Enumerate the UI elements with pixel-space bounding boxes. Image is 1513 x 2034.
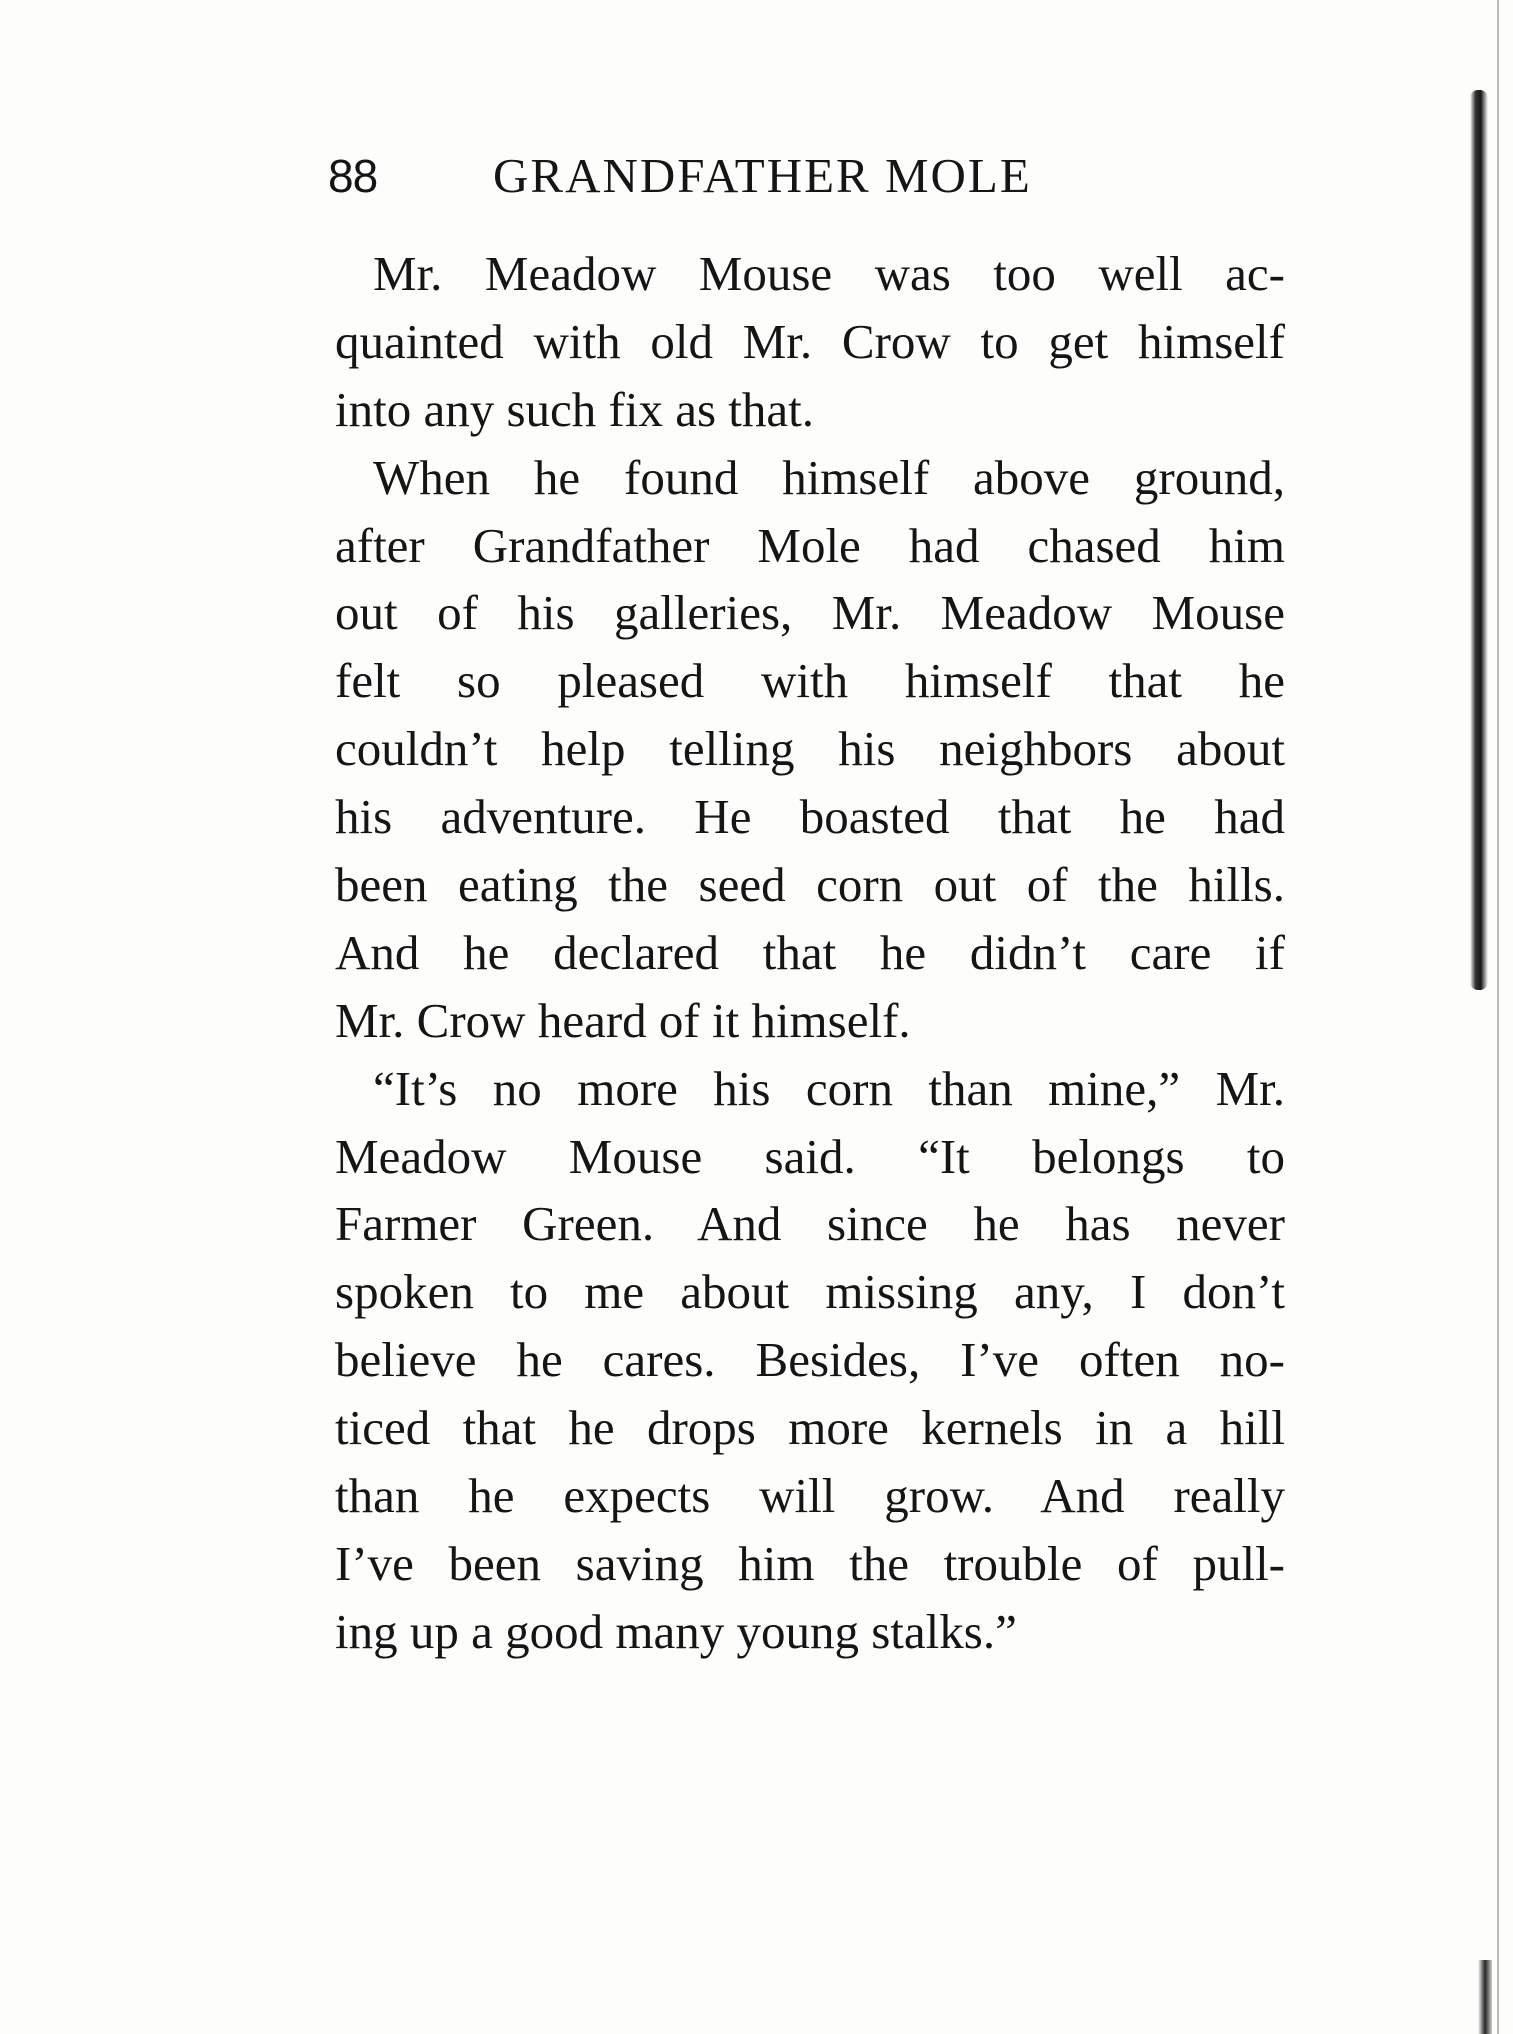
binding-shadow-lower: [1478, 1960, 1492, 2034]
paragraph-2: [335, 444, 1285, 1055]
text-line: Mr. Meadow Mouse was too well ac-: [373, 246, 1285, 301]
text-line: When he found himself above ground,: [373, 449, 1285, 505]
text-line: than he expects will grow. And really: [335, 1468, 1285, 1524]
paragraph-1: [335, 240, 1285, 444]
text-line: “It’s no more his corn than mine,” Mr.: [373, 1060, 1285, 1116]
text-line: ing up a good many young stalks.”: [335, 1603, 1017, 1659]
text-line: felt so pleased with himself that he: [335, 653, 1285, 709]
text-line: And he declared that he didn’t care if: [335, 924, 1285, 980]
paragraph-3: [335, 1055, 1285, 1666]
text-line: believe he cares. Besides, I’ve often no-: [335, 1332, 1285, 1388]
page-header: [328, 140, 1328, 220]
text-line: couldn’t help telling his neighbors about: [335, 721, 1285, 777]
text-line: his adventure. He boasted that he had: [335, 789, 1285, 845]
body-text: [335, 240, 1285, 1666]
running-title: GRANDFATHER MOLE: [493, 148, 1032, 203]
text-line: Farmer Green. And since he has never: [335, 1196, 1285, 1252]
text-line: quainted with old Mr. Crow to get himself: [335, 313, 1285, 369]
text-line: Meadow Mouse said. “It belongs to: [335, 1128, 1285, 1184]
page-number: 88: [328, 150, 378, 202]
text-line: been eating the seed corn out of the hills.: [335, 857, 1285, 913]
page-edge: [1497, 0, 1499, 2034]
binding-shadow: [1470, 90, 1488, 990]
text-line: ticed that he drops more kernels in a hill: [335, 1400, 1285, 1456]
text-line: Mr. Crow heard of it himself.: [335, 992, 911, 1048]
text-line: after Grandfather Mole had chased him: [335, 517, 1285, 573]
text-line: I’ve been saving him the trouble of pull-: [335, 1535, 1285, 1591]
text-line: out of his galleries, Mr. Meadow Mouse: [335, 585, 1285, 641]
text-line: spoken to me about missing any, I don’t: [335, 1264, 1285, 1320]
text-line: into any such fix as that.: [335, 381, 815, 437]
